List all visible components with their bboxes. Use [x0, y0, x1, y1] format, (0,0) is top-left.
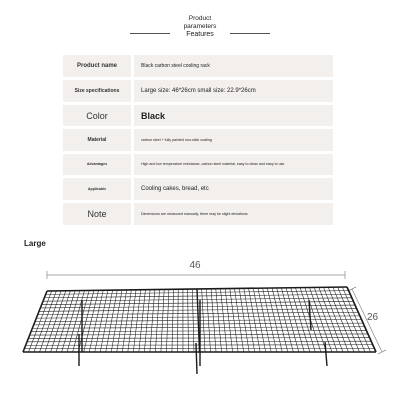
spec-row-advantages: [63, 154, 333, 175]
depth-dimension-label: 26: [367, 312, 379, 323]
spec-label: Note: [63, 203, 131, 225]
spec-value: Dimensions are measured manually, there may be slight deviations: [134, 203, 333, 225]
rack-body: [23, 287, 376, 374]
title-line-2: parameters: [183, 23, 217, 30]
rack-leg: [325, 342, 327, 366]
spec-row-size: [63, 80, 333, 102]
spec-value: carbon steel + fully painted non-stick coating: [134, 129, 333, 151]
spec-value: Black: [134, 105, 333, 126]
spec-value: Large size: 46*26cm small size: 22.9*26cm: [134, 80, 333, 102]
spec-row-product-name: [63, 55, 333, 77]
spec-label: Advantages: [63, 154, 131, 175]
page-title: [0, 15, 400, 31]
width-dimension-label: 46: [189, 260, 201, 271]
spec-label: Applicable: [63, 178, 131, 200]
spec-row-material: [63, 129, 333, 151]
spec-row-applicable: [63, 178, 333, 200]
spec-value: High and low temperature resistance, carbon steel material, easy to clean and easy to use: [134, 154, 333, 175]
spec-row-color: [63, 105, 333, 126]
spec-row-note: [63, 203, 333, 225]
spec-table: [63, 55, 333, 228]
cooling-rack-illustration: [0, 250, 400, 400]
spec-label: Color: [63, 105, 131, 126]
spec-value: Cooling cakes, bread, etc: [134, 178, 333, 200]
spec-value: Black carbon steel cooling rack: [134, 55, 333, 77]
title-rule-right: [230, 33, 270, 34]
spec-label: Size specifications: [63, 80, 131, 102]
width-dimension-line: [47, 271, 345, 279]
rack-leg: [196, 343, 197, 374]
spec-label: Material: [63, 129, 131, 151]
section-subtitle: Features: [186, 31, 214, 38]
title-line-1: Product: [188, 15, 212, 22]
spec-label: Product name: [63, 55, 131, 77]
product-size-caption: Large: [24, 239, 46, 248]
